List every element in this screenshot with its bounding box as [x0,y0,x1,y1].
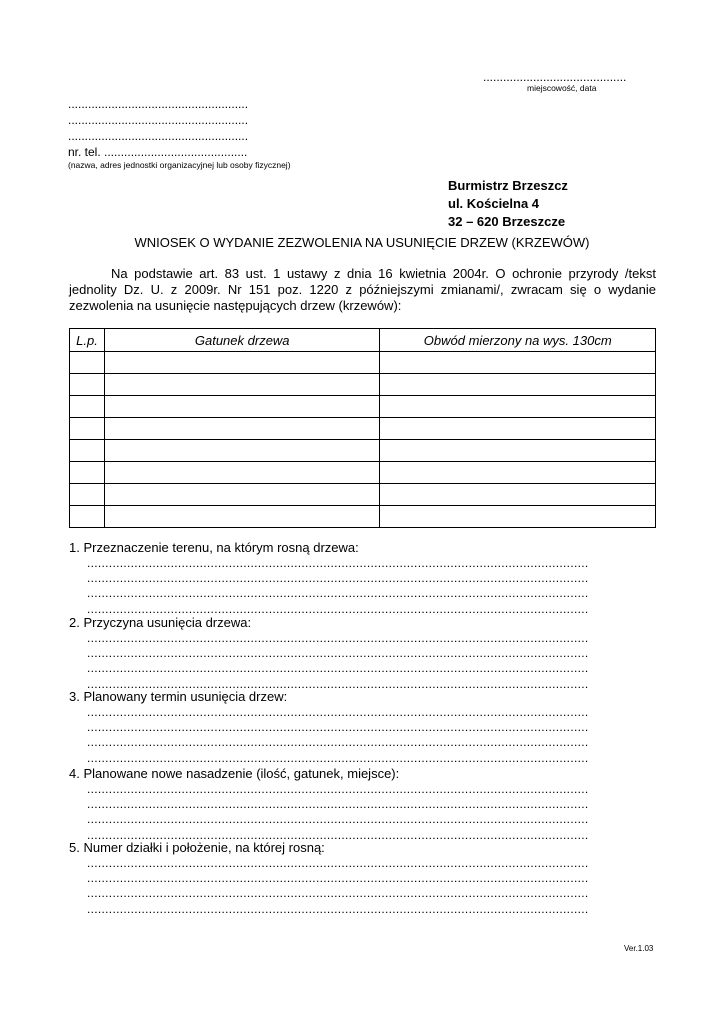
recipient-line-1: Burmistrz Brzeszcz [448,178,568,193]
fill-line[interactable]: .......................................................................................................................................... [87,631,589,645]
table-cell[interactable] [104,374,380,396]
sender-address-field-1[interactable]: ...................................................... [68,113,249,127]
fill-line[interactable]: .......................................................................................................................................... [87,812,589,827]
intro-text: Na podstawie art. 83 ust. 1 ustawy z dnia 16 kwietnia 2004r. O ochronie przyrody /tekst jednolity Dz. U. z 2009r. Nr 151 poz. 1220 z późniejszymi zmianami/, zwracam się o wydanie zezwolenia na usunięcie następujących drzew (krzewów): [69,266,656,313]
fill-line[interactable]: .......................................................................................................................................... [87,556,589,570]
table-row [70,396,656,418]
section-4-heading: 4. Planowane nowe nasadzenie (ilość, gatunek, miejsce): [69,766,400,781]
table-row [70,440,656,462]
section-4-fields [87,782,650,843]
recipient-line-2: ul. Kościelna 4 [448,196,540,211]
section-1-fields [87,556,650,617]
fill-line[interactable]: .......................................................................................................................................... [87,676,589,691]
fill-line[interactable]: .......................................................................................................................................... [87,705,589,719]
fill-line[interactable]: .......................................................................................................................................... [87,901,589,916]
table-cell[interactable] [380,440,656,462]
fill-line[interactable]: .......................................................................................................................................... [87,735,589,750]
sender-name-field[interactable]: ...................................................... [68,97,249,111]
table-cell[interactable] [70,374,105,396]
table-cell[interactable] [104,462,380,484]
table-cell[interactable] [104,506,380,528]
section-2-fields [87,631,650,692]
version-label: Ver.1.03 [624,944,654,953]
section-5-heading: 5. Numer działki i położenie, na której rosną: [69,840,325,855]
column-header-species: Gatunek drzewa [104,329,380,352]
fill-line[interactable]: .......................................................................................................................................... [87,871,589,886]
fill-line[interactable]: .......................................................................................................................................... [87,827,589,842]
section-5-fields [87,856,650,917]
table-cell[interactable] [70,462,105,484]
table-cell[interactable] [380,374,656,396]
recipient-line-3: 32 – 620 Brzeszcze [448,214,566,229]
table-cell[interactable] [104,352,380,374]
place-date-label: miejscowość, data [527,83,597,93]
fill-line[interactable]: .......................................................................................................................................... [87,750,589,765]
table-cell[interactable] [104,440,380,462]
place-date-field[interactable]: ........................................... [483,70,627,84]
intro-paragraph [69,266,656,314]
fill-line[interactable]: .......................................................................................................................................... [87,856,589,870]
table-cell[interactable] [104,418,380,440]
table-row [70,374,656,396]
recipient-address [448,177,568,231]
fill-line[interactable]: .......................................................................................................................................... [87,886,589,901]
sender-block [68,96,291,171]
column-header-circumference: Obwód mierzony na wys. 130cm [380,329,656,352]
table-cell[interactable] [380,396,656,418]
table-cell[interactable] [70,352,105,374]
table-cell[interactable] [70,484,105,506]
section-2-heading: 2. Przyczyna usunięcia drzewa: [69,615,252,630]
fill-line[interactable]: .......................................................................................................................................... [87,782,589,796]
fill-line[interactable]: .......................................................................................................................................... [87,661,589,676]
table-row [70,484,656,506]
fill-line[interactable]: .......................................................................................................................................... [87,601,589,616]
section-3-fields [87,705,650,766]
table-cell[interactable] [380,352,656,374]
table-header-row [70,329,656,352]
sender-address-field-2[interactable]: ...................................................... [68,129,249,143]
column-header-lp: L.p. [70,329,105,352]
table-row [70,352,656,374]
table-row [70,462,656,484]
table-cell[interactable] [380,418,656,440]
table-cell[interactable] [104,484,380,506]
section-3-heading: 3. Planowany termin usunięcia drzew: [69,689,288,704]
fill-line[interactable]: .......................................................................................................................................... [87,720,589,735]
section-1-heading: 1. Przeznaczenie terenu, na którym rosną drzewa: [69,540,359,555]
table-cell[interactable] [380,462,656,484]
table-row [70,418,656,440]
table-cell[interactable] [70,396,105,418]
fill-line[interactable]: .......................................................................................................................................... [87,571,589,586]
trees-table [69,328,656,528]
document-title: WNIOSEK O WYDANIE ZEZWOLENIA NA USUNIĘCIE DRZEW (KRZEWÓW) [134,235,590,250]
fill-line[interactable]: .......................................................................................................................................... [87,646,589,661]
fill-line[interactable]: .......................................................................................................................................... [87,797,589,812]
table-cell[interactable] [70,506,105,528]
table-cell[interactable] [380,484,656,506]
table-cell[interactable] [104,396,380,418]
fill-line[interactable]: .......................................................................................................................................... [87,586,589,601]
table-cell[interactable] [70,440,105,462]
sender-phone-field[interactable]: nr. tel. ........................................... [68,145,248,159]
table-cell[interactable] [70,418,105,440]
table-cell[interactable] [380,506,656,528]
table-row [70,506,656,528]
sender-caption: (nazwa, adres jednostki organizacyjnej lub osoby fizycznej) [68,160,291,170]
